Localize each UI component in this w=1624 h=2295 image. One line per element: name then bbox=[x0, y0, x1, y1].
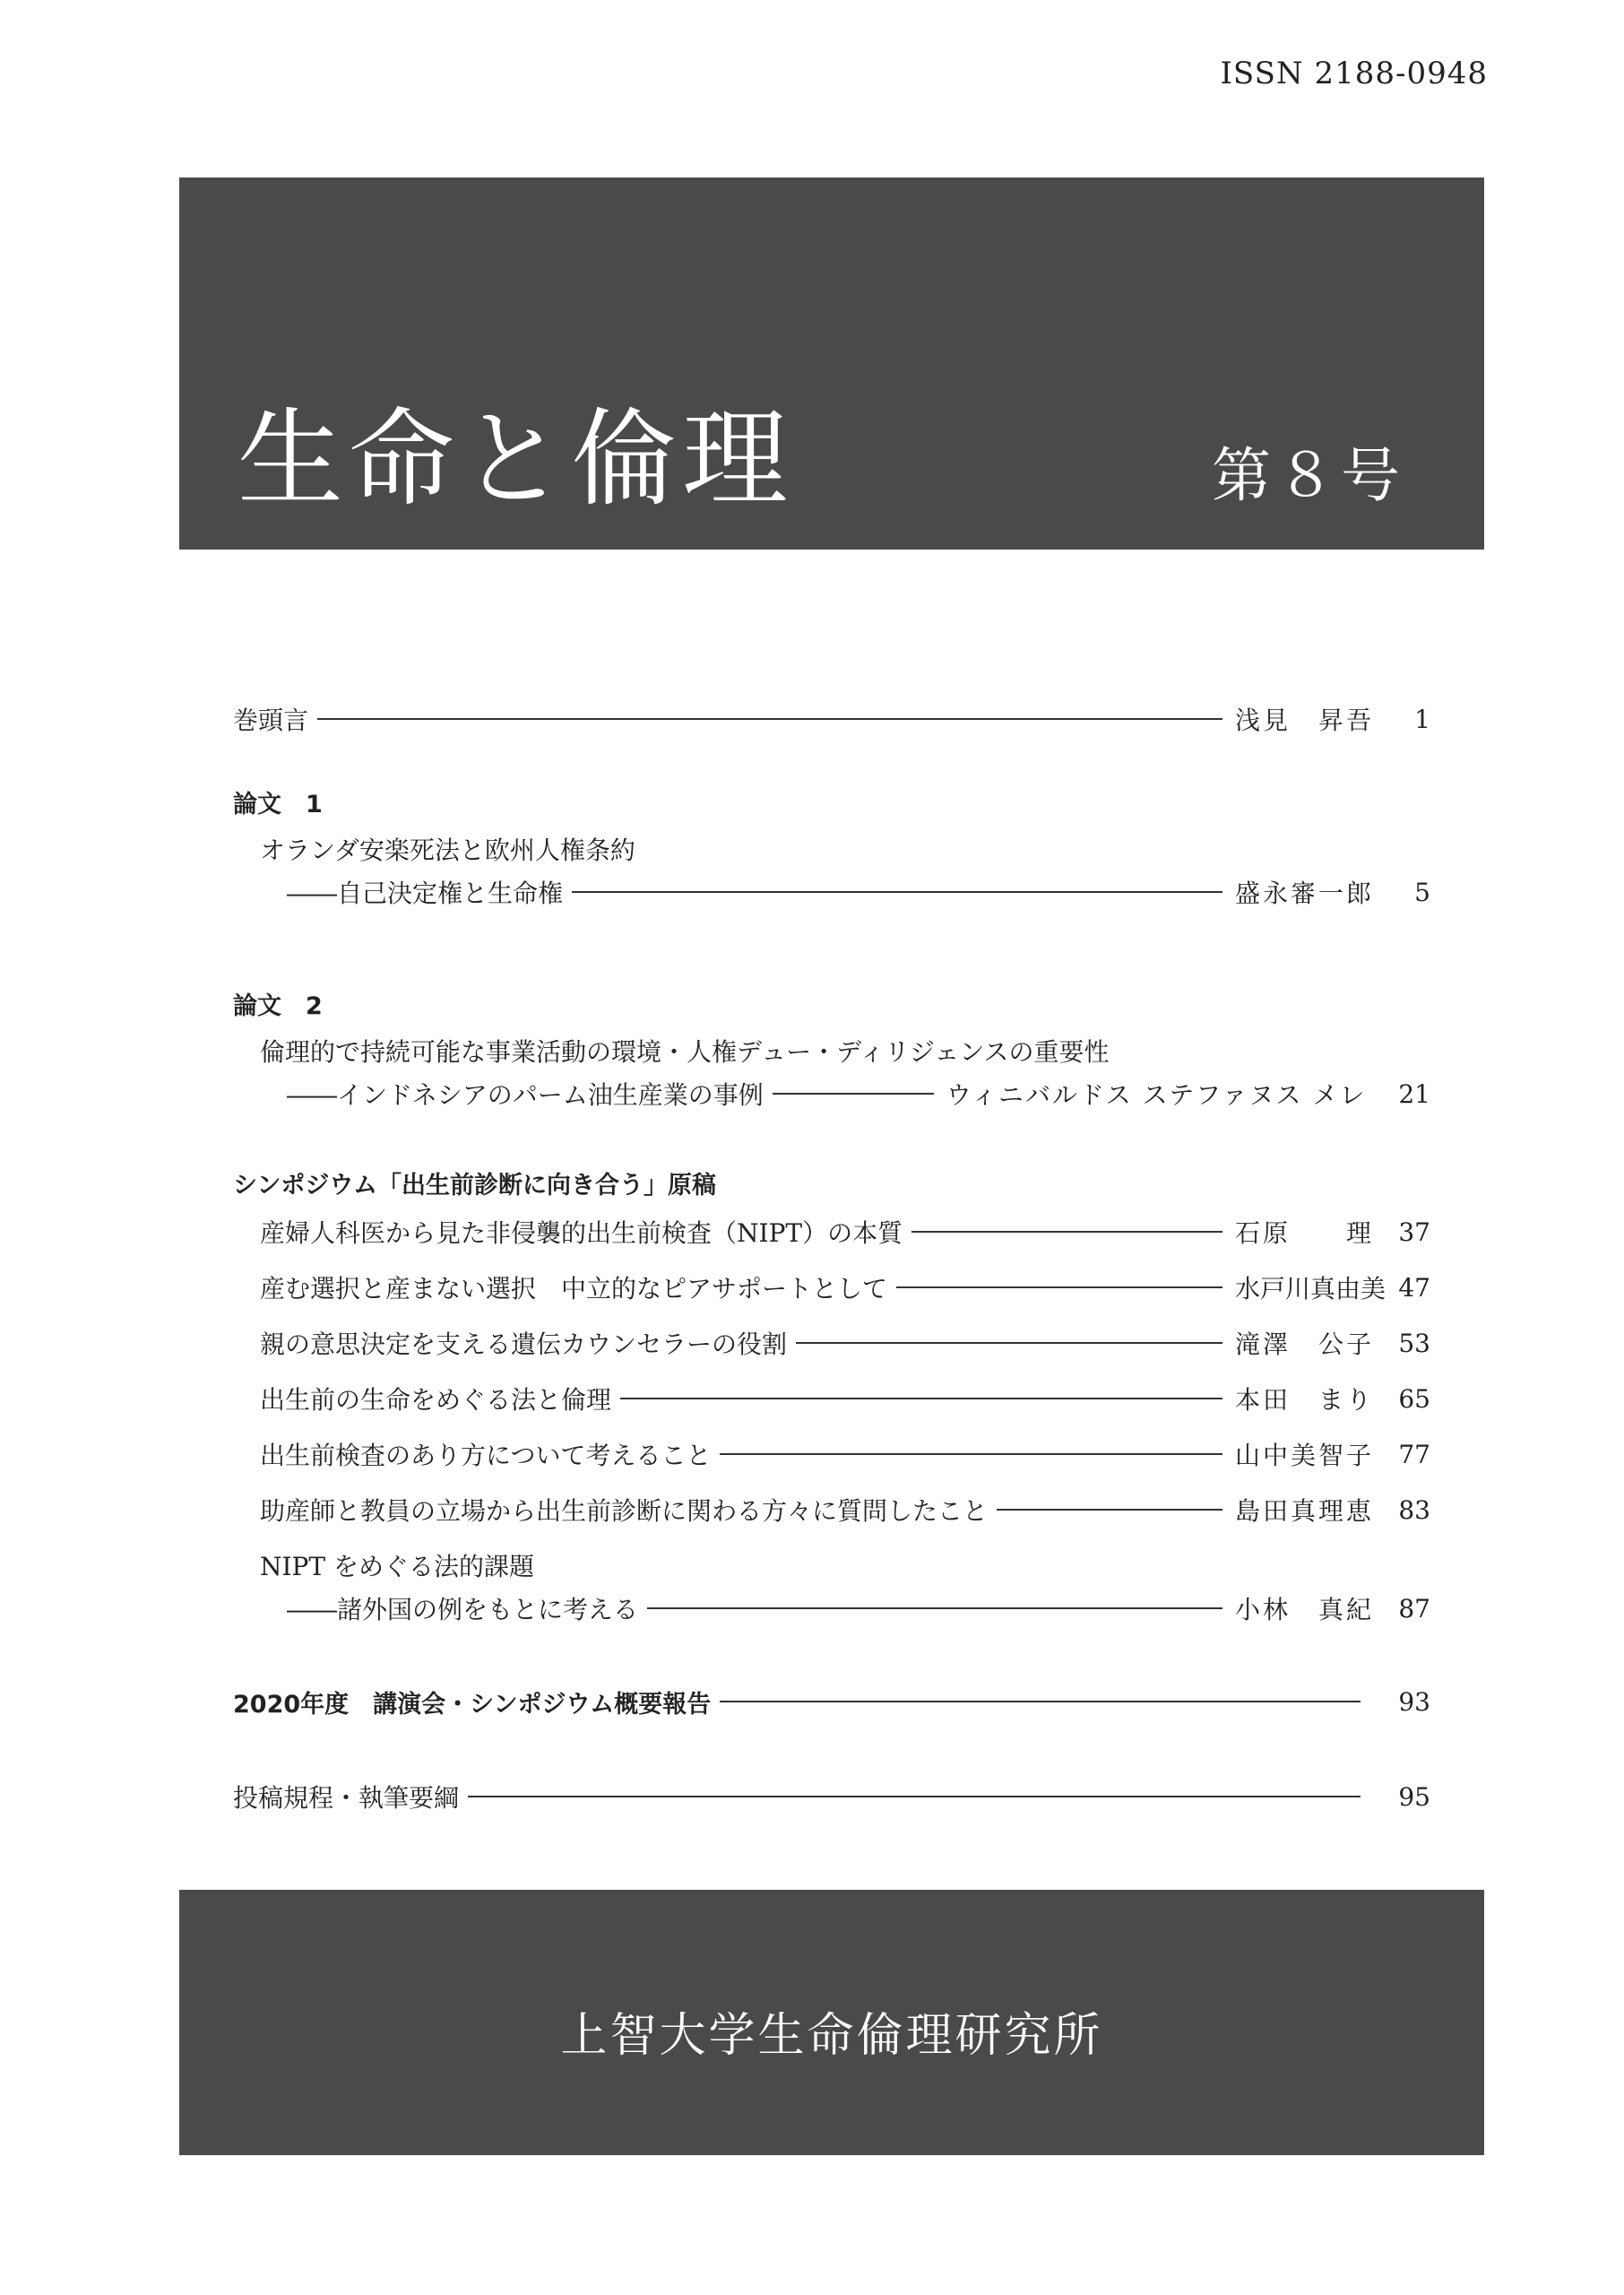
entry-page: 47 bbox=[1398, 1272, 1430, 1303]
toc-entry-symposium-2[interactable] bbox=[260, 1268, 1430, 1307]
entry-page: 93 bbox=[1398, 1686, 1430, 1717]
toc-entry-paper1[interactable] bbox=[287, 872, 1430, 912]
entry-page: 77 bbox=[1398, 1439, 1430, 1469]
toc-entry-foreword[interactable] bbox=[233, 699, 1430, 739]
leader-line bbox=[647, 1607, 1222, 1609]
section-heading-paper2: 論文 2 bbox=[233, 992, 323, 1020]
entry-title: 出生前の生命をめぐる法と倫理 bbox=[260, 1385, 612, 1415]
toc-entry-paper2[interactable] bbox=[287, 1074, 1430, 1113]
entry-author: 山中美智子 bbox=[1235, 1441, 1373, 1470]
entry-subtitle: ――自己決定権と生命権 bbox=[287, 879, 564, 908]
entry-page: 1 bbox=[1414, 704, 1430, 734]
entry-author: 小林 真紀 bbox=[1235, 1595, 1373, 1624]
section-heading-symposium: シンポジウム「出生前診断に向き合う」原稿 bbox=[233, 1172, 717, 1199]
toc-entry-guidelines[interactable] bbox=[233, 1777, 1430, 1816]
toc-entry-symposium-5[interactable] bbox=[260, 1434, 1430, 1474]
publisher-name: 上智大学生命倫理研究所 bbox=[560, 2009, 1103, 2063]
issue-number: 第８号 bbox=[1212, 441, 1405, 510]
toc-entry-paper1-title[interactable] bbox=[260, 829, 1430, 869]
journal-title: 生命と倫理 bbox=[238, 397, 794, 521]
leader-line bbox=[997, 1509, 1222, 1511]
entry-page: 65 bbox=[1398, 1383, 1430, 1414]
entry-title: オランダ安楽死法と欧州人権条約 bbox=[260, 836, 635, 865]
toc-entry-symposium-6[interactable] bbox=[260, 1490, 1430, 1529]
entry-title: 助産師と教員の立場から出生前診断に関わる方々に質問したこと bbox=[260, 1496, 989, 1526]
entry-author: 水戸川真由美 bbox=[1235, 1274, 1386, 1303]
leader-line bbox=[720, 1701, 1361, 1702]
toc-entry-symposium-4[interactable] bbox=[260, 1379, 1430, 1418]
section-heading-paper1: 論文 1 bbox=[233, 791, 323, 818]
toc-entry-symposium-7[interactable] bbox=[287, 1589, 1430, 1628]
entry-title: NIPT をめぐる法的課題 bbox=[260, 1552, 534, 1581]
entry-author: 島田真理恵 bbox=[1235, 1496, 1373, 1526]
entry-title: 倫理的で持続可能な事業活動の環境・人権デュー・ディリジェンスの重要性 bbox=[260, 1037, 1110, 1067]
entry-page: 21 bbox=[1398, 1078, 1430, 1109]
leader-line bbox=[620, 1398, 1222, 1399]
entry-page: 83 bbox=[1398, 1494, 1430, 1525]
entry-title: 出生前検査のあり方について考えること bbox=[260, 1441, 712, 1470]
leader-line bbox=[896, 1286, 1222, 1288]
entry-author: ウィニバルドス ステファヌス メレ bbox=[946, 1080, 1367, 1110]
entry-author: 滝澤 公子 bbox=[1235, 1329, 1373, 1359]
entry-title: 産む選択と産まない選択 中立的なピアサポートとして bbox=[260, 1274, 888, 1303]
entry-author: 石原 理 bbox=[1235, 1218, 1373, 1248]
entry-title: 巻頭言 bbox=[233, 706, 309, 735]
leader-line bbox=[317, 718, 1222, 720]
leader-line bbox=[720, 1453, 1222, 1455]
entry-title: 親の意思決定を支える遺伝カウンセラーの役割 bbox=[260, 1329, 788, 1359]
leader-line bbox=[468, 1796, 1361, 1797]
toc-entry-paper2-title[interactable] bbox=[260, 1031, 1430, 1070]
entry-page: 37 bbox=[1398, 1217, 1430, 1247]
toc-entry-symposium-7-title[interactable] bbox=[260, 1546, 1430, 1585]
title-banner bbox=[179, 178, 1484, 550]
publisher-banner bbox=[179, 1890, 1484, 2155]
leader-line bbox=[796, 1342, 1222, 1344]
entry-page: 95 bbox=[1398, 1781, 1430, 1812]
entry-page: 53 bbox=[1398, 1328, 1430, 1358]
entry-subtitle: ――諸外国の例をもとに考える bbox=[287, 1595, 639, 1624]
entry-page: 5 bbox=[1414, 877, 1430, 907]
entry-page: 87 bbox=[1398, 1593, 1430, 1624]
entry-author: 本田 まり bbox=[1235, 1385, 1373, 1415]
entry-title: 産婦人科医から見た非侵襲的出生前検査（NIPT）の本質 bbox=[260, 1218, 903, 1248]
toc-entry-symposium-1[interactable] bbox=[260, 1212, 1430, 1251]
leader-line bbox=[572, 891, 1222, 893]
entry-title: 投稿規程・執筆要綱 bbox=[233, 1783, 460, 1813]
entry-author: 浅見 昇吾 bbox=[1235, 706, 1373, 735]
entry-title: 2020年度 講演会・シンポジウム概要報告 bbox=[233, 1690, 712, 1719]
leader-line bbox=[773, 1093, 934, 1095]
toc-entry-symposium-3[interactable] bbox=[260, 1323, 1430, 1363]
entry-author: 盛永審一郎 bbox=[1235, 879, 1373, 908]
entry-subtitle: ――インドネシアのパーム油生産業の事例 bbox=[287, 1080, 764, 1110]
leader-line bbox=[911, 1231, 1222, 1233]
toc-entry-report[interactable] bbox=[233, 1682, 1430, 1721]
issn-number: ISSN 2188-0948 bbox=[1220, 56, 1488, 91]
